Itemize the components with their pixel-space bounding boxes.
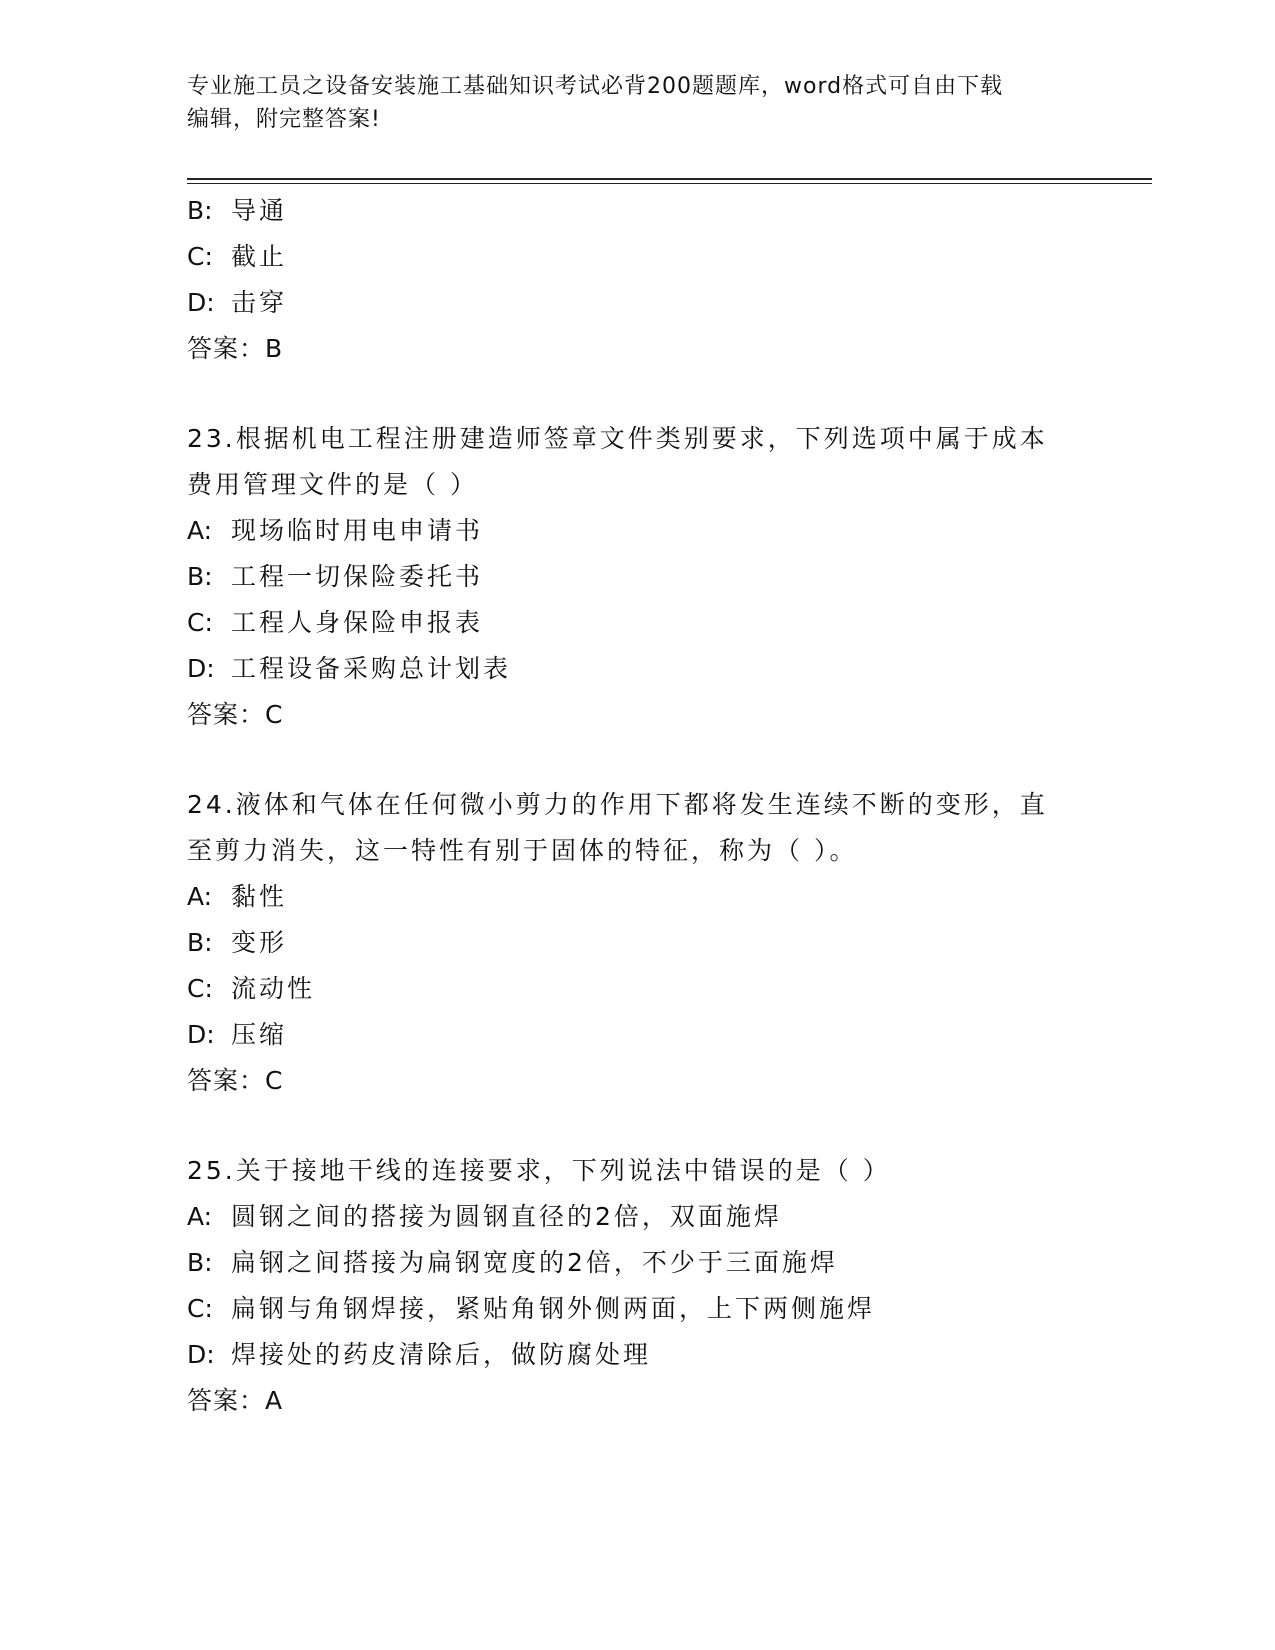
option-text: 压缩 — [231, 1020, 288, 1049]
option-b — [187, 920, 1087, 966]
question-stem-line: 费用管理文件的是（ ） — [187, 470, 478, 499]
header-line-1: 专业施工员之设备安装施工基础知识考试必背200题题库，word格式可自由下载 — [187, 74, 1004, 99]
question-stem-line: 至剪力消失，这一特性有别于固体的特征，称为（ ）。 — [187, 836, 858, 865]
option-d — [187, 1332, 1087, 1378]
header-divider-thin — [187, 183, 1152, 184]
option-text: 扁钢与角钢焊接，紧贴角钢外侧两面，上下两侧施焊 — [231, 1294, 876, 1323]
option-c — [187, 600, 1087, 646]
option-label: B: — [187, 928, 213, 957]
option-label: C: — [187, 242, 213, 271]
option-text: 工程人身保险申报表 — [231, 608, 484, 637]
answer-line: 答案：C — [187, 700, 284, 729]
option-label: D: — [187, 288, 215, 317]
option-label: A: — [187, 516, 213, 545]
option-text: 扁钢之间搭接为扁钢宽度的2倍，不少于三面施焊 — [231, 1248, 838, 1277]
header-divider-thick — [187, 178, 1152, 180]
option-label: B: — [187, 1248, 213, 1277]
option-text: 圆钢之间的搭接为圆钢直径的2倍，双面施焊 — [231, 1202, 782, 1231]
answer-line: 答案：C — [187, 1066, 284, 1095]
option-label: D: — [187, 1020, 215, 1049]
option-text: 现场临时用电申请书 — [231, 516, 484, 545]
option-label: B: — [187, 562, 213, 591]
option-c — [187, 234, 1087, 280]
header-line-2: 编辑，附完整答案! — [187, 107, 381, 132]
option-a — [187, 508, 1087, 554]
option-text: 焊接处的药皮清除后，做防腐处理 — [231, 1340, 652, 1369]
option-b — [187, 1240, 1087, 1286]
option-label: C: — [187, 1294, 213, 1323]
option-c — [187, 1286, 1087, 1332]
option-d — [187, 646, 1087, 692]
option-label: C: — [187, 608, 213, 637]
option-text: 工程设备采购总计划表 — [231, 654, 512, 683]
option-label: D: — [187, 1340, 215, 1369]
answer-line: 答案：B — [187, 334, 284, 363]
question-22-continued — [187, 188, 1087, 372]
option-label: B: — [187, 196, 213, 225]
option-b — [187, 554, 1087, 600]
answer-line: 答案：A — [187, 1386, 284, 1415]
option-d — [187, 280, 1087, 326]
question-stem-line: 24.液体和气体在任何微小剪力的作用下都将发生连续不断的变形，直 — [187, 790, 1048, 819]
option-a — [187, 874, 1087, 920]
option-label: A: — [187, 882, 213, 911]
option-b — [187, 188, 1087, 234]
option-text: 工程一切保险委托书 — [231, 562, 484, 591]
option-c — [187, 966, 1087, 1012]
option-label: D: — [187, 654, 215, 683]
option-text: 导通 — [231, 196, 288, 225]
document-header — [187, 70, 1067, 136]
option-text: 黏性 — [231, 882, 288, 911]
question-list — [187, 188, 1087, 1424]
question-stem-line: 25.关于接地干线的连接要求，下列说法中错误的是（ ） — [187, 1156, 891, 1185]
option-text: 击穿 — [231, 288, 288, 317]
option-d — [187, 1012, 1087, 1058]
question-24 — [187, 782, 1087, 1104]
option-label: C: — [187, 974, 213, 1003]
option-text: 流动性 — [231, 974, 316, 1003]
option-text: 变形 — [231, 928, 288, 957]
option-label: A: — [187, 1202, 213, 1231]
option-text: 截止 — [231, 242, 288, 271]
question-25 — [187, 1148, 1087, 1424]
question-23 — [187, 416, 1087, 738]
option-a — [187, 1194, 1087, 1240]
question-stem-line: 23.根据机电工程注册建造师签章文件类别要求，下列选项中属于成本 — [187, 424, 1048, 453]
